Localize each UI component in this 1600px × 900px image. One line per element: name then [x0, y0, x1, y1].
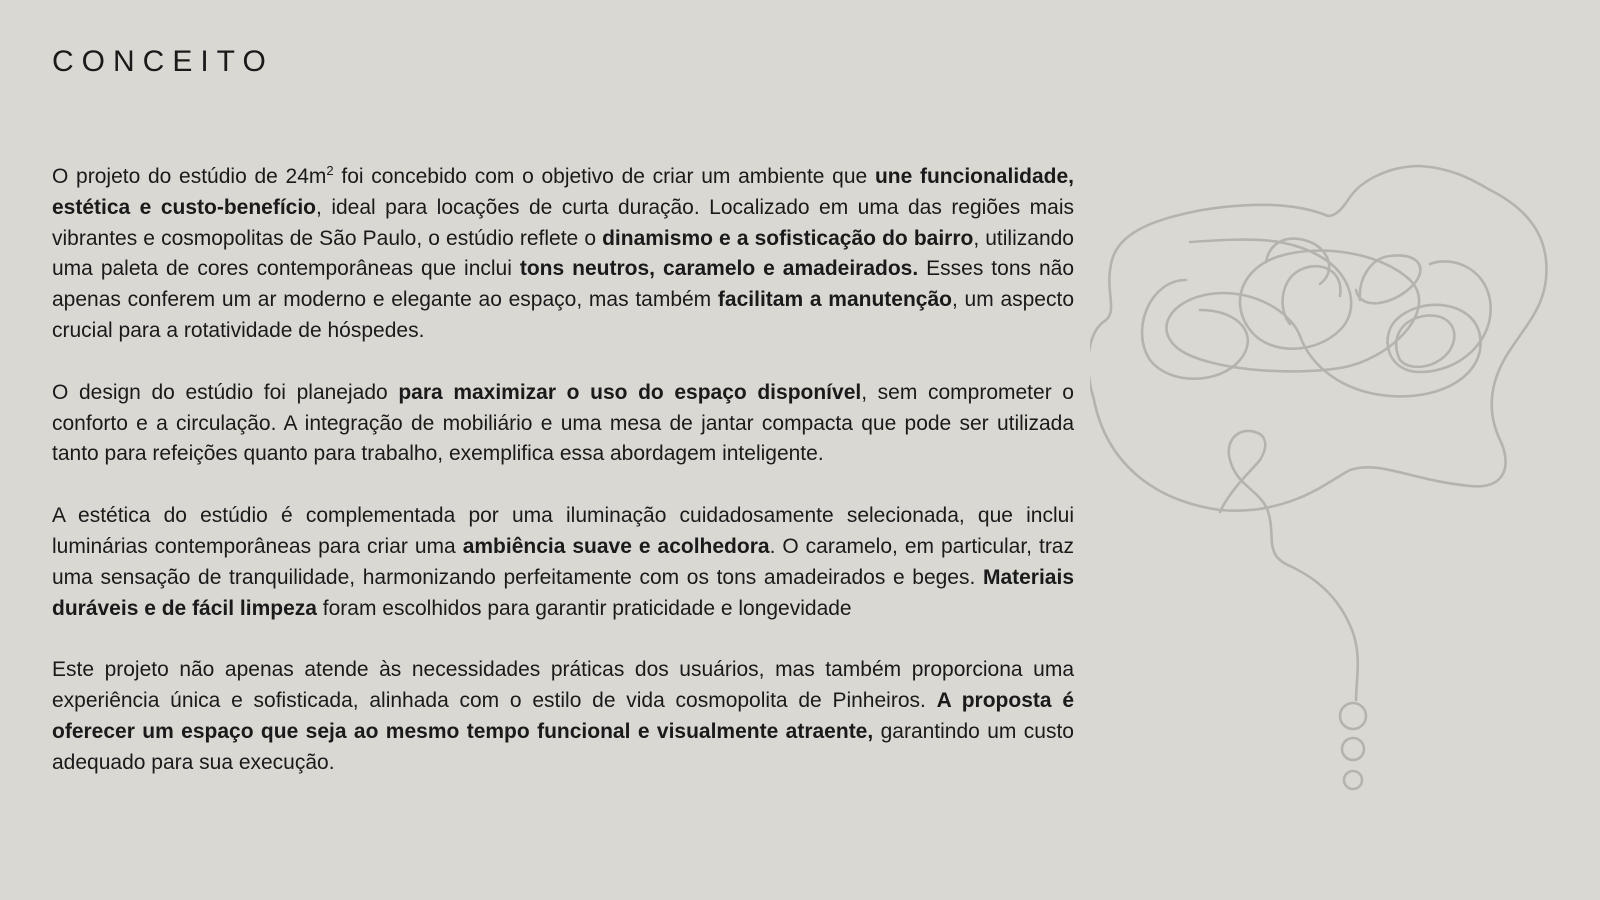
bold-text: tons neutros, caramelo e amadeirados. [519, 257, 919, 281]
page-title: CONCEITO [52, 45, 274, 78]
paragraph-text: A estética do estúdio é complementada por uma iluminação cuidadosamente selecionada, que inclui luminárias contemporâneas para criar uma [52, 504, 1074, 558]
concept-text [52, 162, 1074, 810]
paragraph-text: O projeto do estúdio de 24m [52, 165, 327, 188]
paragraph-4 [52, 655, 1074, 778]
bold-text: dinamismo e a sofisticação do bairro [602, 226, 974, 250]
paragraph-text: O design do estúdio foi planejado [52, 380, 399, 404]
paragraph-2 [52, 378, 1074, 470]
bold-text: A proposta é oferecer um espaço que seja ao mesmo tempo funcional e visualmente atraente, [52, 689, 1075, 743]
paragraph-text: , utilizando uma paleta de cores contemporâneas que inclui [52, 226, 1074, 281]
paragraph-text: , ideal para locações de curta duração. Localizado em uma das regiões mais vibrantes e cosmopolitas de São Paulo, o estúdio reflete o [52, 195, 1074, 250]
superscript: 2 [326, 163, 334, 178]
bold-text: une funcionalidade, estética e custo-benefício [52, 165, 1074, 219]
bold-text: para maximizar o uso do espaço disponível [398, 380, 862, 404]
paragraph-text: Esses tons não apenas conferem um ar moderno e elegante ao espaço, mas também [52, 257, 1074, 312]
paragraph-3 [52, 501, 1074, 624]
paragraph-text: , sem comprometer o conforto e a circulação. A integração de mobiliário e uma mesa de jantar compacta que pode ser utilizada tanto para refeições quanto para trabalho, exemplifica essa abordagem inteligente. [52, 380, 1074, 466]
paragraph-text: garantindo um custo adequado para sua execução. [52, 719, 1074, 774]
paragraph-text: Este projeto não apenas atende às necessidades práticas dos usuários, mas também proporciona uma experiência única e sofisticada, alinhada com o estilo de vida cosmopolita de Pinheiros. [52, 658, 1074, 713]
bold-text: ambiência suave e acolhedora [462, 534, 770, 558]
bold-text: Materiais duráveis e de fácil limpeza [52, 565, 1074, 620]
paragraph-text: foram escolhidos para garantir praticidade e longevidade [316, 596, 852, 620]
paragraph-text: . O caramelo, em particular, traz uma sensação de tranquilidade, harmonizando perfeitamente com os tons amadeirados e beges. [52, 534, 1074, 589]
paragraph-text: foi concebido com o objetivo de criar um ambiente que [333, 165, 875, 188]
scribble-thought-bubble-icon [1090, 160, 1590, 800]
paragraph-text: , um aspecto crucial para a rotatividade de hóspedes. [52, 288, 1074, 342]
bold-text: facilitam a manutenção [717, 288, 952, 312]
paragraph-1 [52, 162, 1074, 347]
